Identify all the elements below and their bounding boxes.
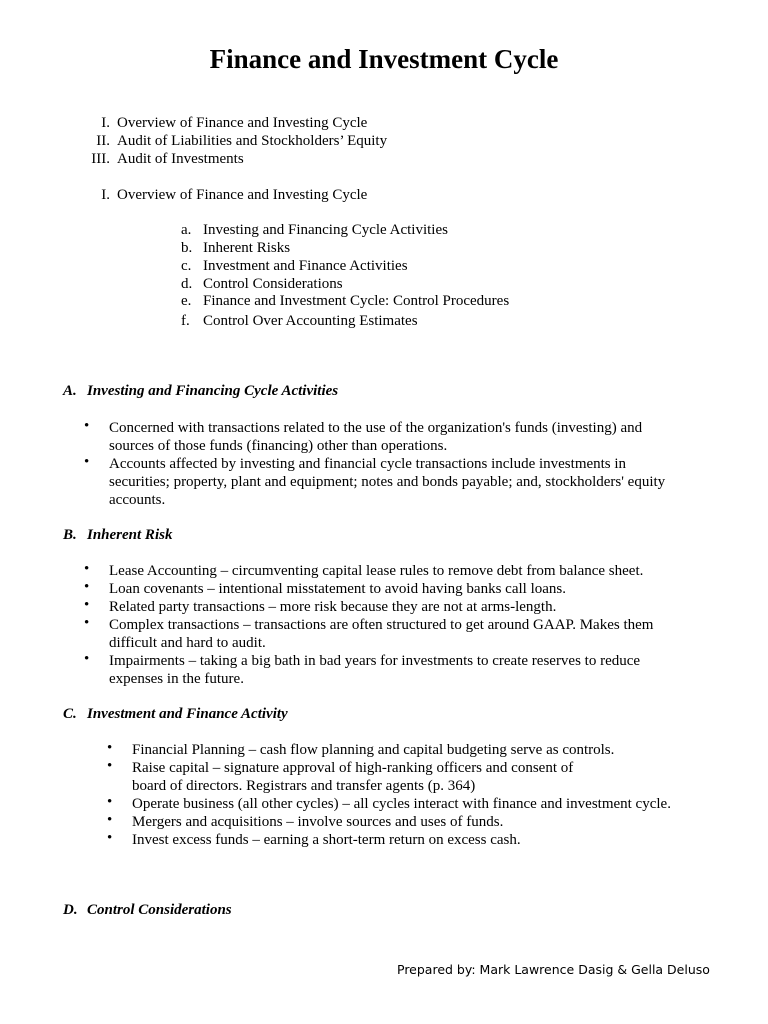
section-letter: D.: [63, 902, 78, 918]
bullet-icon: •: [107, 812, 113, 828]
bullet-icon: •: [107, 740, 113, 756]
overview-heading: Overview of Finance and Investing Cycle: [117, 187, 368, 203]
bullet-icon: •: [84, 561, 90, 577]
bullet-text: Loan covenants – intentional misstatement to avoid having banks call loans.: [109, 581, 566, 597]
section-heading: Investing and Financing Cycle Activities: [87, 383, 339, 399]
overview-letter: b.: [181, 240, 193, 256]
bullet-icon: •: [84, 454, 90, 470]
bullet-icon: •: [84, 615, 90, 631]
page-title: Finance and Investment Cycle: [209, 44, 559, 74]
bullet-icon: •: [84, 579, 90, 595]
section-heading: Investment and Finance Activity: [87, 706, 288, 722]
toc-item: Audit of Investments: [117, 151, 244, 167]
bullet-icon: •: [107, 794, 113, 810]
bullet-icon: •: [84, 651, 90, 667]
toc-number: III.: [91, 151, 110, 167]
section-letter: C.: [63, 706, 77, 722]
bullet-text: Raise capital – signature approval of high-ranking officers and consent of board of directors. Registrars and transfer agents (p. 364): [132, 760, 574, 794]
bullet-icon: •: [107, 758, 113, 774]
section-heading: Control Considerations: [87, 902, 232, 918]
overview-letter: d.: [181, 276, 193, 292]
overview-item: Inherent Risks: [203, 240, 291, 256]
bullet-text: Impairments – taking a big bath in bad years for investments to create reserves to reduce expenses in the future.: [109, 653, 641, 687]
overview-letter: e.: [181, 293, 192, 309]
bullet-text: Operate business (all other cycles) – all cycles interact with finance and investment cycle.: [132, 796, 671, 812]
bullet-icon: •: [84, 597, 90, 613]
overview-item: Investment and Finance Activities: [203, 258, 408, 274]
bullet-icon: •: [107, 830, 113, 846]
bullet-text: Accounts affected by investing and financial cycle transactions include investments in securities; property, plant and equipment; notes and bonds payable; and, stockholders' equity accounts.: [109, 456, 666, 508]
bullet-text: Financial Planning – cash flow planning and capital budgeting serve as controls.: [132, 742, 615, 758]
bullet-text: Complex transactions – transactions are often structured to get around GAAP. Makes them difficult and hard to audit.: [109, 617, 654, 651]
overview-item: Control Considerations: [203, 276, 343, 292]
bullet-text: Concerned with transactions related to the use of the organization's funds (investing) and sources of those funds (financing) other than operations.: [109, 420, 643, 454]
page-footer: Prepared by: Mark Lawrence Dasig & Gella Deluso: [397, 962, 710, 977]
bullet-icon: •: [84, 418, 90, 434]
overview-letter: a.: [181, 222, 192, 238]
overview-item: Control Over Accounting Estimates: [203, 313, 418, 329]
overview-letter: f.: [181, 313, 190, 329]
section-heading: Inherent Risk: [87, 527, 173, 543]
bullet-text: Invest excess funds – earning a short-term return on excess cash.: [132, 832, 521, 848]
overview-item: Investing and Financing Cycle Activities: [203, 222, 448, 238]
bullet-text: Related party transactions – more risk because they are not at arms-length.: [109, 599, 557, 615]
overview-letter: c.: [181, 258, 192, 274]
overview-item: Finance and Investment Cycle: Control Procedures: [203, 293, 510, 309]
toc-number: I.: [101, 115, 110, 131]
bullet-text: Lease Accounting – circumventing capital lease rules to remove debt from balance sheet.: [109, 563, 644, 579]
section-letter: B.: [63, 527, 77, 543]
bullet-text: Mergers and acquisitions – involve sources and uses of funds.: [132, 814, 504, 830]
section-letter: A.: [63, 383, 77, 399]
toc-item: Overview of Finance and Investing Cycle: [117, 115, 368, 131]
toc-item: Audit of Liabilities and Stockholders’ Equity: [117, 133, 388, 149]
overview-number: I.: [101, 187, 110, 203]
toc-number: II.: [96, 133, 110, 149]
